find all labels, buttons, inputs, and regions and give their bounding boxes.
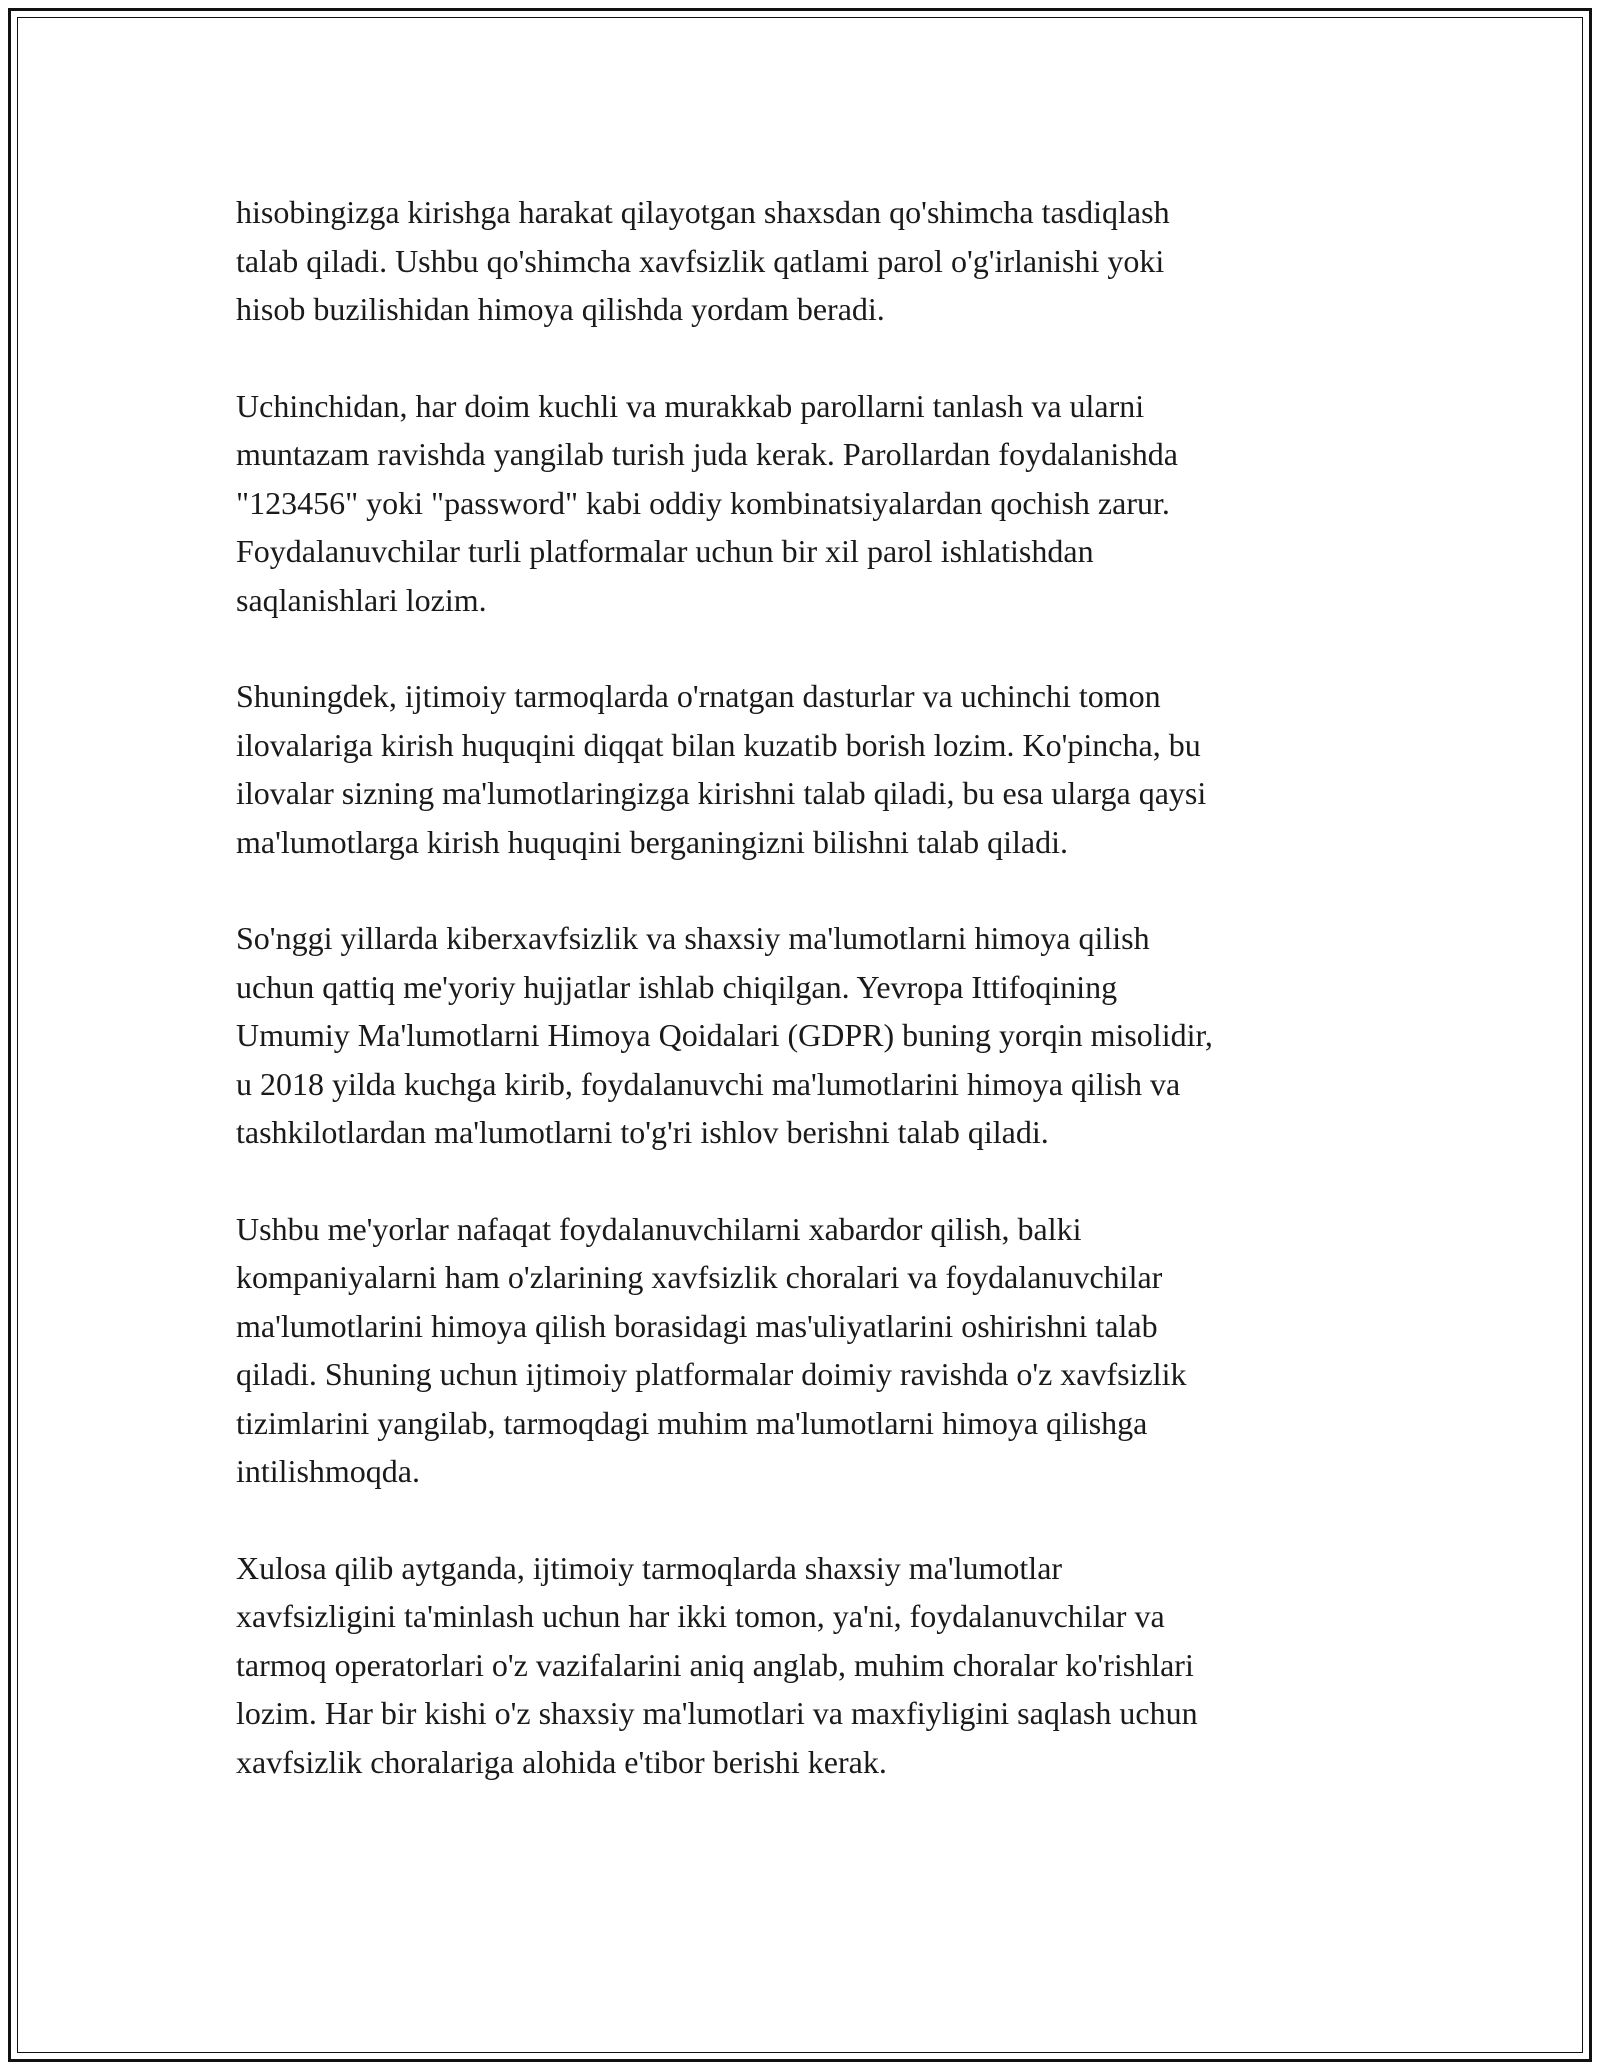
text-line: qiladi. Shuning uchun ijtimoiy platformalar doimiy ravishda o'z xavfsizlik	[236, 1356, 1187, 1392]
paragraph-passwords	[236, 382, 1366, 625]
text-line: hisobingizga kirishga harakat qilayotgan shaxsdan qo'shimcha tasdiqlash	[236, 194, 1170, 230]
text-line: xavfsizligini ta'minlash uchun har ikki tomon, ya'ni, foydalanuvchilar va	[236, 1598, 1165, 1634]
paragraph-third-party-apps	[236, 672, 1366, 866]
text-line: Ushbu me'yorlar nafaqat foydalanuvchilarni xabardor qilish, balki	[236, 1210, 1082, 1247]
text-line: ilovalar sizning ma'lumotlaringizga kirishni talab qiladi, bu esa ularga qaysi	[236, 775, 1207, 811]
text-line: Foydalanuvchilar turli platformalar uchun bir xil parol ishlatishdan	[236, 533, 1094, 569]
text-line: talab qiladi. Ushbu qo'shimcha xavfsizlik qatlami parol o'g'irlanishi yoki	[236, 242, 1165, 279]
text-line: u 2018 yilda kuchga kirib, foydalanuvchi ma'lumotlarini himoya qilish va	[236, 1065, 1181, 1102]
document-body	[236, 188, 1366, 1834]
text-line: muntazam ravishda yangilab turish juda kerak. Parollardan foydalanishda	[236, 436, 1178, 472]
text-line: So'nggi yillarda kiberxavfsizlik va shaxsiy ma'lumotlarni himoya qilish	[236, 920, 1150, 956]
text-line: Xulosa qilib aytganda, ijtimoiy tarmoqlarda shaxsiy ma'lumotlar	[236, 1549, 1063, 1586]
text-line: saqlanishlari lozim.	[236, 581, 487, 618]
paragraph-two-factor-continuation	[236, 188, 1366, 334]
text-line: kompaniyalarni ham o'zlarining xavfsizlik choralari va foydalanuvchilar	[236, 1259, 1163, 1295]
text-line: tarmoq operatorlari o'z vazifalarini aniq anglab, muhim choralar ko'rishlari	[236, 1646, 1194, 1683]
text-line: hisob buzilishidan himoya qilishda yordam beradi.	[236, 291, 885, 327]
text-line: tashkilotlardan ma'lumotlarni to'g'ri ishlov berishni talab qiladi.	[236, 1114, 1049, 1150]
paragraph-standards	[236, 1205, 1366, 1496]
paragraph-conclusion	[236, 1544, 1366, 1787]
text-line: ilovalariga kirish huquqini diqqat bilan kuzatib borish lozim. Ko'pincha, bu	[236, 726, 1201, 763]
text-line: Umumiy Ma'lumotlarni Himoya Qoidalari (GDPR) buning yorqin misolidir,	[236, 1017, 1213, 1053]
text-line: intilishmoqda.	[236, 1453, 420, 1489]
text-line: Shuningdek, ijtimoiy tarmoqlarda o'rnatgan dasturlar va uchinchi tomon	[236, 678, 1161, 714]
text-line: tizimlarini yangilab, tarmoqdagi muhim ma'lumotlarni himoya qilishga	[236, 1404, 1148, 1441]
text-line: ma'lumotlarga kirish huquqini berganingizni bilishni talab qiladi.	[236, 823, 1069, 860]
paragraph-regulations	[236, 914, 1366, 1157]
text-line: uchun qattiq me'yoriy hujjatlar ishlab chiqilgan. Yevropa Ittifoqining	[236, 968, 1118, 1005]
text-line: "123456" yoki "password" kabi oddiy kombinatsiyalardan qochish zarur.	[236, 484, 1170, 521]
text-line: Uchinchidan, har doim kuchli va murakkab parollarni tanlash va ularni	[236, 387, 1145, 424]
text-line: xavfsizlik choralariga alohida e'tibor berishi kerak.	[236, 1743, 887, 1780]
text-line: lozim. Har bir kishi o'z shaxsiy ma'lumotlari va maxfiyligini saqlash uchun	[236, 1695, 1198, 1731]
text-line: ma'lumotlarini himoya qilish borasidagi mas'uliyatlarini oshirishni talab	[236, 1307, 1158, 1344]
